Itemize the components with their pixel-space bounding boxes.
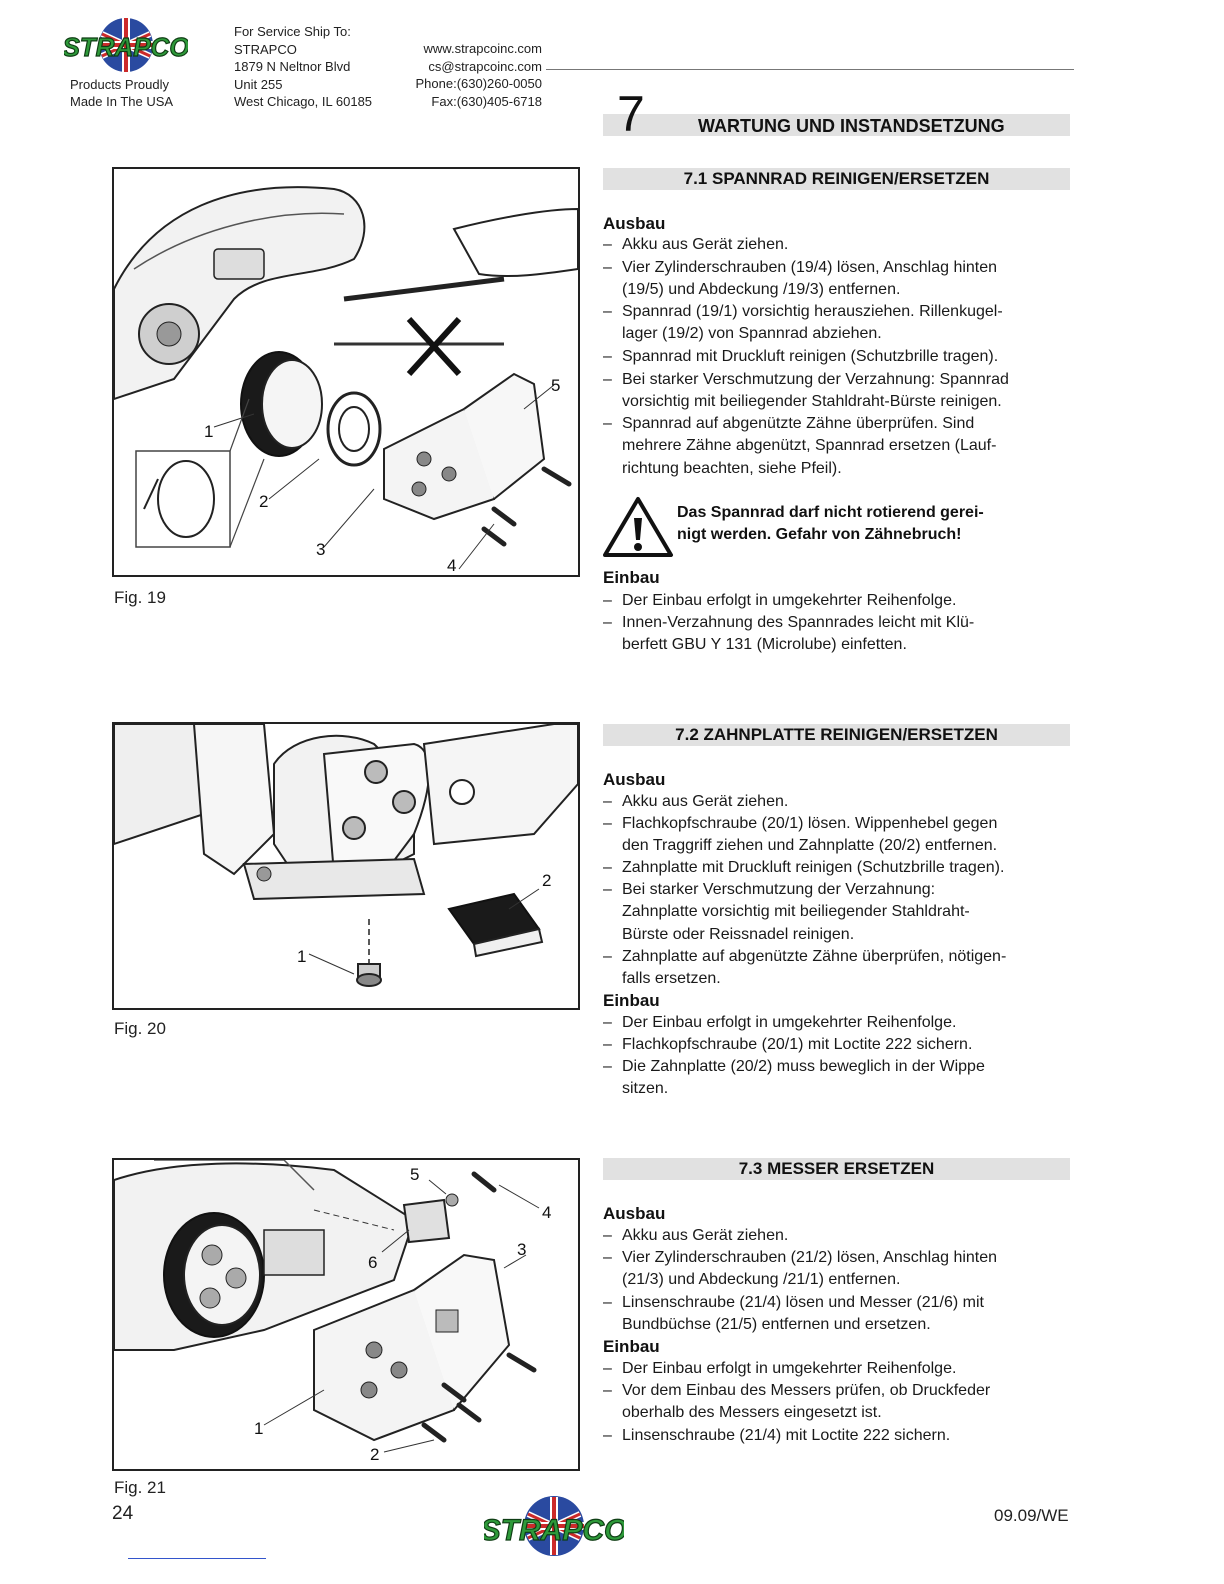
figure-label: 2 (542, 871, 552, 890)
ausbau-heading: Ausbau (603, 1204, 666, 1223)
list-item: – Flachkopfschraube (20/1) lösen. Wippenhebel gegen den Traggriff ziehen und Zahnplatte (20/2) entfernen. (603, 815, 998, 855)
section-title-7-2: 7.2 ZAHNPLATTE REINIGEN/ERSETZEN (603, 724, 1070, 746)
address-line: STRAPCO (234, 41, 297, 57)
figure-label: 1 (297, 947, 307, 966)
list-item: – Linsenschraube (21/4) mit Loctite 222 sichern. (603, 1427, 951, 1444)
list-item: – Die Zahnplatte (20/2) muss beweglich in der Wippe sitzen. (603, 1058, 985, 1098)
figure-label: 1 (254, 1419, 264, 1438)
logo-text: STRAPCO (64, 32, 188, 62)
ausbau-heading: Ausbau (603, 770, 666, 789)
address-line: West Chicago, IL 60185 (234, 94, 373, 109)
figure-label: 4 (542, 1203, 552, 1222)
list-item: – Der Einbau erfolgt in umgekehrter Reihenfolge. (603, 1014, 957, 1031)
list-item: – Der Einbau erfolgt in umgekehrter Reihenfolge. (603, 592, 957, 609)
list-item: – Vier Zylinderschrauben (21/2) lösen, Anschlag hinten (21/3) und Abdeckung /21/1) entfernen. (603, 1249, 998, 1289)
list-item: – Akku aus Gerät ziehen. (603, 236, 789, 253)
figure-19-illustration (114, 169, 578, 575)
figure-19 (112, 167, 580, 577)
footer-link-line (128, 1558, 266, 1559)
document-code: 09.09/WE (994, 1506, 1069, 1525)
list-item: – Spannrad mit Druckluft reinigen (Schutzbrille tragen). (603, 348, 999, 365)
figure-label: 2 (259, 492, 269, 511)
list-item: – Akku aus Gerät ziehen. (603, 1227, 789, 1244)
figure-label: 3 (517, 1240, 527, 1259)
section-title-7-3: 7.3 MESSER ERSETZEN (603, 1158, 1070, 1180)
list-item: – Der Einbau erfolgt in umgekehrter Reihenfolge. (603, 1360, 957, 1377)
fax-number: Fax:(630)405-6718 (431, 93, 542, 109)
list-item: – Zahnplatte mit Druckluft reinigen (Schutzbrille tragen). (603, 859, 1005, 876)
figure-caption: Fig. 21 (114, 1478, 166, 1497)
einbau-heading: Einbau (603, 991, 660, 1010)
figure-20 (112, 722, 580, 1010)
list-item: – Zahnplatte auf abgenützte Zähne überprüfen, nötigen- falls ersetzen. (603, 948, 1007, 988)
page-number: 24 (112, 1503, 134, 1524)
tagline (70, 76, 173, 110)
ausbau-heading: Ausbau (603, 214, 666, 233)
figure-label: 5 (551, 376, 561, 395)
service-address (234, 23, 372, 111)
chapter-number: 7 (617, 86, 645, 142)
address-line: Unit 255 (234, 76, 283, 92)
tagline-line: Products Proudly (70, 77, 169, 92)
figure-label: 2 (370, 1445, 380, 1464)
figure-21 (112, 1158, 580, 1471)
figure-caption: Fig. 20 (114, 1019, 166, 1038)
section-title-7-1: 7.1 SPANNRAD REINIGEN/ERSETZEN (603, 168, 1070, 190)
address-line: For Service Ship To: (234, 24, 351, 39)
figure-21-illustration (114, 1160, 578, 1469)
einbau-heading: Einbau (603, 1337, 660, 1356)
contact-info (380, 40, 542, 110)
email-link[interactable]: cs@strapcoinc.com (428, 58, 542, 74)
einbau-heading: Einbau (603, 568, 660, 587)
list-item: – Bei starker Verschmutzung der Verzahnung: Spannrad vorsichtig mit beiliegender Stahldraht-Bürste reinigen. (603, 371, 1009, 411)
list-item: – Bei starker Verschmutzung der Verzahnung: Zahnplatte vorsichtig mit beiliegender Stahldraht- Bürste oder Reissnadel reinigen. (603, 881, 970, 943)
list-item: – Innen-Verzahnung des Spannrades leicht mit Klü- berfett GBU Y 131 (Microlube) einfetten. (603, 614, 975, 654)
phone-number: Phone:(630)260-0050 (415, 76, 542, 91)
website-link[interactable]: www.strapcoinc.com (423, 41, 542, 56)
warning-text: Das Spannrad darf nicht rotierend gerei- nigt werden. Gefahr von Zähnebruch! (677, 504, 984, 543)
footer-logo-text: STRAPCO (484, 1514, 624, 1547)
list-item: – Spannrad (19/1) vorsichtig herausziehen. Rillenkugel- lager (19/2) von Spannrad abziehen. (603, 303, 1003, 343)
figure-20-illustration (114, 724, 578, 1008)
list-item: – Spannrad auf abgenützte Zähne überprüfen. Sind mehrere Zähne abgenützt, Spannrad ersetzen (Lauf- richtung beachten, siehe Pfeil). (603, 415, 997, 477)
list-item: – Vier Zylinderschrauben (19/4) lösen, Anschlag hinten (19/5) und Abdeckung /19/3) entfernen. (603, 259, 998, 299)
strapco-logo (64, 12, 188, 78)
figure-label: 5 (410, 1165, 420, 1184)
figure-caption: Fig. 19 (114, 588, 166, 607)
figure-label: 1 (204, 422, 214, 441)
figure-label: 3 (316, 540, 326, 559)
list-item: – Vor dem Einbau des Messers prüfen, ob Druckfeder oberhalb des Messers eingesetzt ist. (603, 1382, 991, 1422)
address-line: 1879 N Neltnor Blvd (234, 59, 351, 74)
warning-icon (602, 496, 674, 558)
chapter-title: WARTUNG UND INSTANDSETZUNG (698, 116, 1005, 136)
list-item: – Akku aus Gerät ziehen. (603, 793, 789, 810)
header-rule (546, 69, 1074, 70)
list-item: – Linsenschraube (21/4) lösen und Messer (21/6) mit Bundbüchse (21/5) entfernen und ersetzen. (603, 1294, 984, 1334)
list-item: – Flachkopfschraube (20/1) mit Loctite 222 sichern. (603, 1036, 973, 1053)
figure-label: 4 (447, 556, 457, 575)
tagline-line: Made In The USA (70, 94, 174, 109)
strapco-footer-logo (484, 1492, 624, 1564)
figure-label: 6 (368, 1253, 378, 1272)
